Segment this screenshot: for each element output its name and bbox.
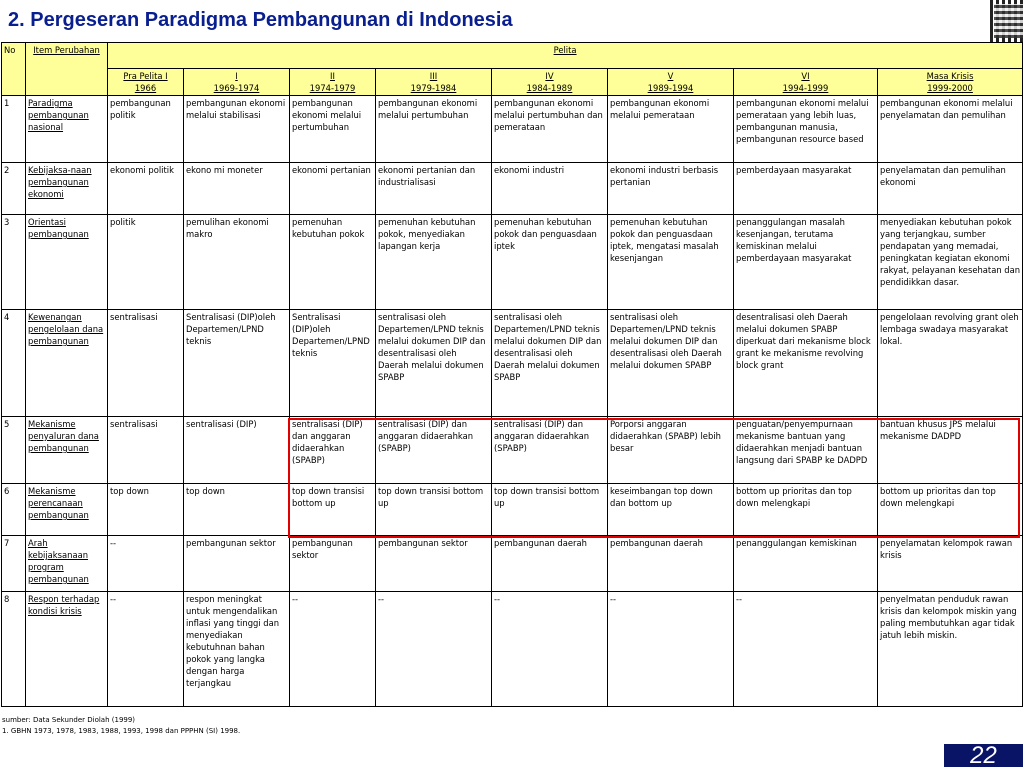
table-row <box>2 592 1023 707</box>
table-cell: sentralisasi <box>108 417 184 484</box>
table-cell: ekonomi politik <box>108 163 184 215</box>
page-title: 2. Pergeseran Paradigma Pembangunan di Indonesia <box>8 9 513 31</box>
table-cell: pembangunan daerah <box>608 536 734 592</box>
table-cell: ekonomi industri berbasis pertanian <box>608 163 734 215</box>
row-number: 4 <box>2 310 26 417</box>
table-cell: -- <box>376 592 492 707</box>
table-cell: penguatan/penyempurnaan mekanisme bantuan yang didaerahkan menjadi bantuan langsung dari SPABP ke DADPD <box>734 417 878 484</box>
row-number: 2 <box>2 163 26 215</box>
header-period: IV 1984-1989 <box>492 69 608 96</box>
footer-refs: 1. GBHN 1973, 1978, 1983, 1988, 1993, 1998 dan PPPHN (SI) 1998. <box>2 727 241 735</box>
table-cell: sentralisasi (DIP) dan anggaran didaerahkan (SPABP) <box>376 417 492 484</box>
table-cell: desentralisasi oleh Daerah melalui dokumen SPABP diperkuat dari mekanisme block grant ke mekanisme revolving block grant <box>734 310 878 417</box>
table-cell: sentralisasi oleh Departemen/LPND teknis melalui dokumen DIP dan desentralisasi oleh Daerah melalui dokumen SPABP <box>492 310 608 417</box>
header-pelita: Pelita <box>108 43 1023 69</box>
table-cell: pembangunan ekonomi melalui pertumbuhan <box>376 96 492 163</box>
table-row <box>2 484 1023 536</box>
table-cell: keseimbangan top down dan bottom up <box>608 484 734 536</box>
table-cell: top down transisi bottom up <box>492 484 608 536</box>
table-cell: pembangunan ekonomi melalui penyelamatan dan pemulihan <box>878 96 1023 163</box>
page-number: 22 <box>944 744 1023 767</box>
header-no: No <box>2 43 26 96</box>
table-cell: politik <box>108 215 184 310</box>
row-number: 8 <box>2 592 26 707</box>
table-cell: pembangunan ekonomi melalui pemerataan <box>608 96 734 163</box>
table-cell: pengelolaan revolving grant oleh lembaga swadaya masyarakat lokal. <box>878 310 1023 417</box>
table-cell: sentralisasi <box>108 310 184 417</box>
row-item: Mekanisme perencanaan pembangunan <box>26 484 108 536</box>
row-item: Kewenangan pengelolaan dana pembangunan <box>26 310 108 417</box>
table-cell: ekono mi moneter <box>184 163 290 215</box>
table-cell: pemenuhan kebutuhan pokok, menyediakan lapangan kerja <box>376 215 492 310</box>
footer <box>2 715 240 737</box>
table-cell: top down transisi bottom up <box>376 484 492 536</box>
row-number: 3 <box>2 215 26 310</box>
table-row <box>2 310 1023 417</box>
row-item: Kebijaksa-naan pembangunan ekonomi <box>26 163 108 215</box>
table-cell: pemenuhan kebutuhan pokok dan penguasdaan iptek, mengatasi masalah kesenjangan <box>608 215 734 310</box>
row-item: Orientasi pembangunan <box>26 215 108 310</box>
table-cell: ekonomi pertanian dan industrialisasi <box>376 163 492 215</box>
table-cell: penyelamatan dan pemulihan ekonomi <box>878 163 1023 215</box>
table-row <box>2 215 1023 310</box>
header-period: I 1969-1974 <box>184 69 290 96</box>
header-period: Masa Krisis 1999-2000 <box>878 69 1023 96</box>
table-cell: Porporsi anggaran didaerahkan (SPABP) lebih besar <box>608 417 734 484</box>
table-cell: pembangunan ekonomi melalui pertumbuhan <box>290 96 376 163</box>
table-cell: Sentralisasi (DIP)oleh Departemen/LPND teknis <box>184 310 290 417</box>
header-period: III 1979-1984 <box>376 69 492 96</box>
table-row <box>2 536 1023 592</box>
table-cell: penanggulangan kemiskinan <box>734 536 878 592</box>
corner-decoration <box>990 0 1023 42</box>
row-item: Paradigma pembangunan nasional <box>26 96 108 163</box>
table-cell: pemulihan ekonomi makro <box>184 215 290 310</box>
table-cell: pemberdayaan masyarakat <box>734 163 878 215</box>
header-period: II 1974-1979 <box>290 69 376 96</box>
table-cell: ekonomi industri <box>492 163 608 215</box>
row-number: 1 <box>2 96 26 163</box>
header-item: Item Perubahan <box>26 43 108 96</box>
table-cell: pembangunan ekonomi melalui pertumbuhan dan pemerataan <box>492 96 608 163</box>
table-cell: sentralisasi (DIP) <box>184 417 290 484</box>
row-number: 5 <box>2 417 26 484</box>
table-cell: sentralisasi oleh Departemen/LPND teknis melalui dokumen DIP dan desentralisasi oleh Daerah melalui dokumen SPABP <box>376 310 492 417</box>
table-cell: -- <box>108 536 184 592</box>
table-cell: sentralisasi (DIP) dan anggaran didaerahkan (SPABP) <box>290 417 376 484</box>
footer-source: sumber: Data Sekunder Diolah (1999) <box>2 716 136 724</box>
table-row <box>2 96 1023 163</box>
header-period: VI 1994-1999 <box>734 69 878 96</box>
table-cell: pembangunan sektor <box>290 536 376 592</box>
table-cell: ekonomi pertanian <box>290 163 376 215</box>
row-number: 7 <box>2 536 26 592</box>
table-cell: pembangunan ekonomi melalui pemerataan yang lebih luas, pembangunan manusia, pembangunan resource based <box>734 96 878 163</box>
header-period: V 1989-1994 <box>608 69 734 96</box>
table-cell: sentralisasi oleh Departemen/LPND teknis melalui dokumen DIP dan desentralisasi oleh Daerah melalui dokumen SPABP <box>608 310 734 417</box>
table-cell: menyediakan kebutuhan pokok yang terjangkau, sumber pendapatan yang memadai, peningkatan kegiatan ekonomi rakyat, pelayanan kesehatan dan pendidikkan dasar. <box>878 215 1023 310</box>
table-cell: penanggulangan masalah kesenjangan, terutama kemiskinan melalui pemberdayaan masyarakat <box>734 215 878 310</box>
table-cell: respon meningkat untuk mengendalikan inflasi yang tinggi dan menyediakan kebutuhnan bahan pokok yang langka dengan harga terjangkau <box>184 592 290 707</box>
table-cell: bantuan khusus JPS melalui mekanisme DADPD <box>878 417 1023 484</box>
table-cell: pembangunan politik <box>108 96 184 163</box>
table-cell: pemenuhan kebutuhan pokok <box>290 215 376 310</box>
table-cell: bottom up prioritas dan top down melengkapi <box>734 484 878 536</box>
table-cell: -- <box>608 592 734 707</box>
table-cell: pembangunan sektor <box>376 536 492 592</box>
table-cell: top down <box>184 484 290 536</box>
table-cell: -- <box>734 592 878 707</box>
table-cell: top down <box>108 484 184 536</box>
row-item: Mekanisme penyaluran dana pembangunan <box>26 417 108 484</box>
table-cell: pembangunan daerah <box>492 536 608 592</box>
row-number: 6 <box>2 484 26 536</box>
table-cell: -- <box>108 592 184 707</box>
table-cell: Sentralisasi (DIP)oleh Departemen/LPND teknis <box>290 310 376 417</box>
table-cell: -- <box>492 592 608 707</box>
table-cell: top down transisi bottom up <box>290 484 376 536</box>
row-item: Arah kebijaksanaan program pembangunan <box>26 536 108 592</box>
table-cell: -- <box>290 592 376 707</box>
paradigm-table <box>1 42 1023 707</box>
table-cell: pembangunan sektor <box>184 536 290 592</box>
table-cell: penyelmatan penduduk rawan krisis dan kelompok miskin yang paling membutuhkan agar tidak jatuh lebih miskin. <box>878 592 1023 707</box>
table-cell: bottom up prioritas dan top down melengkapi <box>878 484 1023 536</box>
table-row <box>2 417 1023 484</box>
table-cell: penyelamatan kelompok rawan krisis <box>878 536 1023 592</box>
table-row <box>2 163 1023 215</box>
table-cell: pemenuhan kebutuhan pokok dan penguasdaan iptek <box>492 215 608 310</box>
header-period: Pra Pelita I 1966 <box>108 69 184 96</box>
table-cell: sentralisasi (DIP) dan anggaran didaerahkan (SPABP) <box>492 417 608 484</box>
table-cell: pembangunan ekonomi melalui stabilisasi <box>184 96 290 163</box>
row-item: Respon terhadap kondisi krisis <box>26 592 108 707</box>
